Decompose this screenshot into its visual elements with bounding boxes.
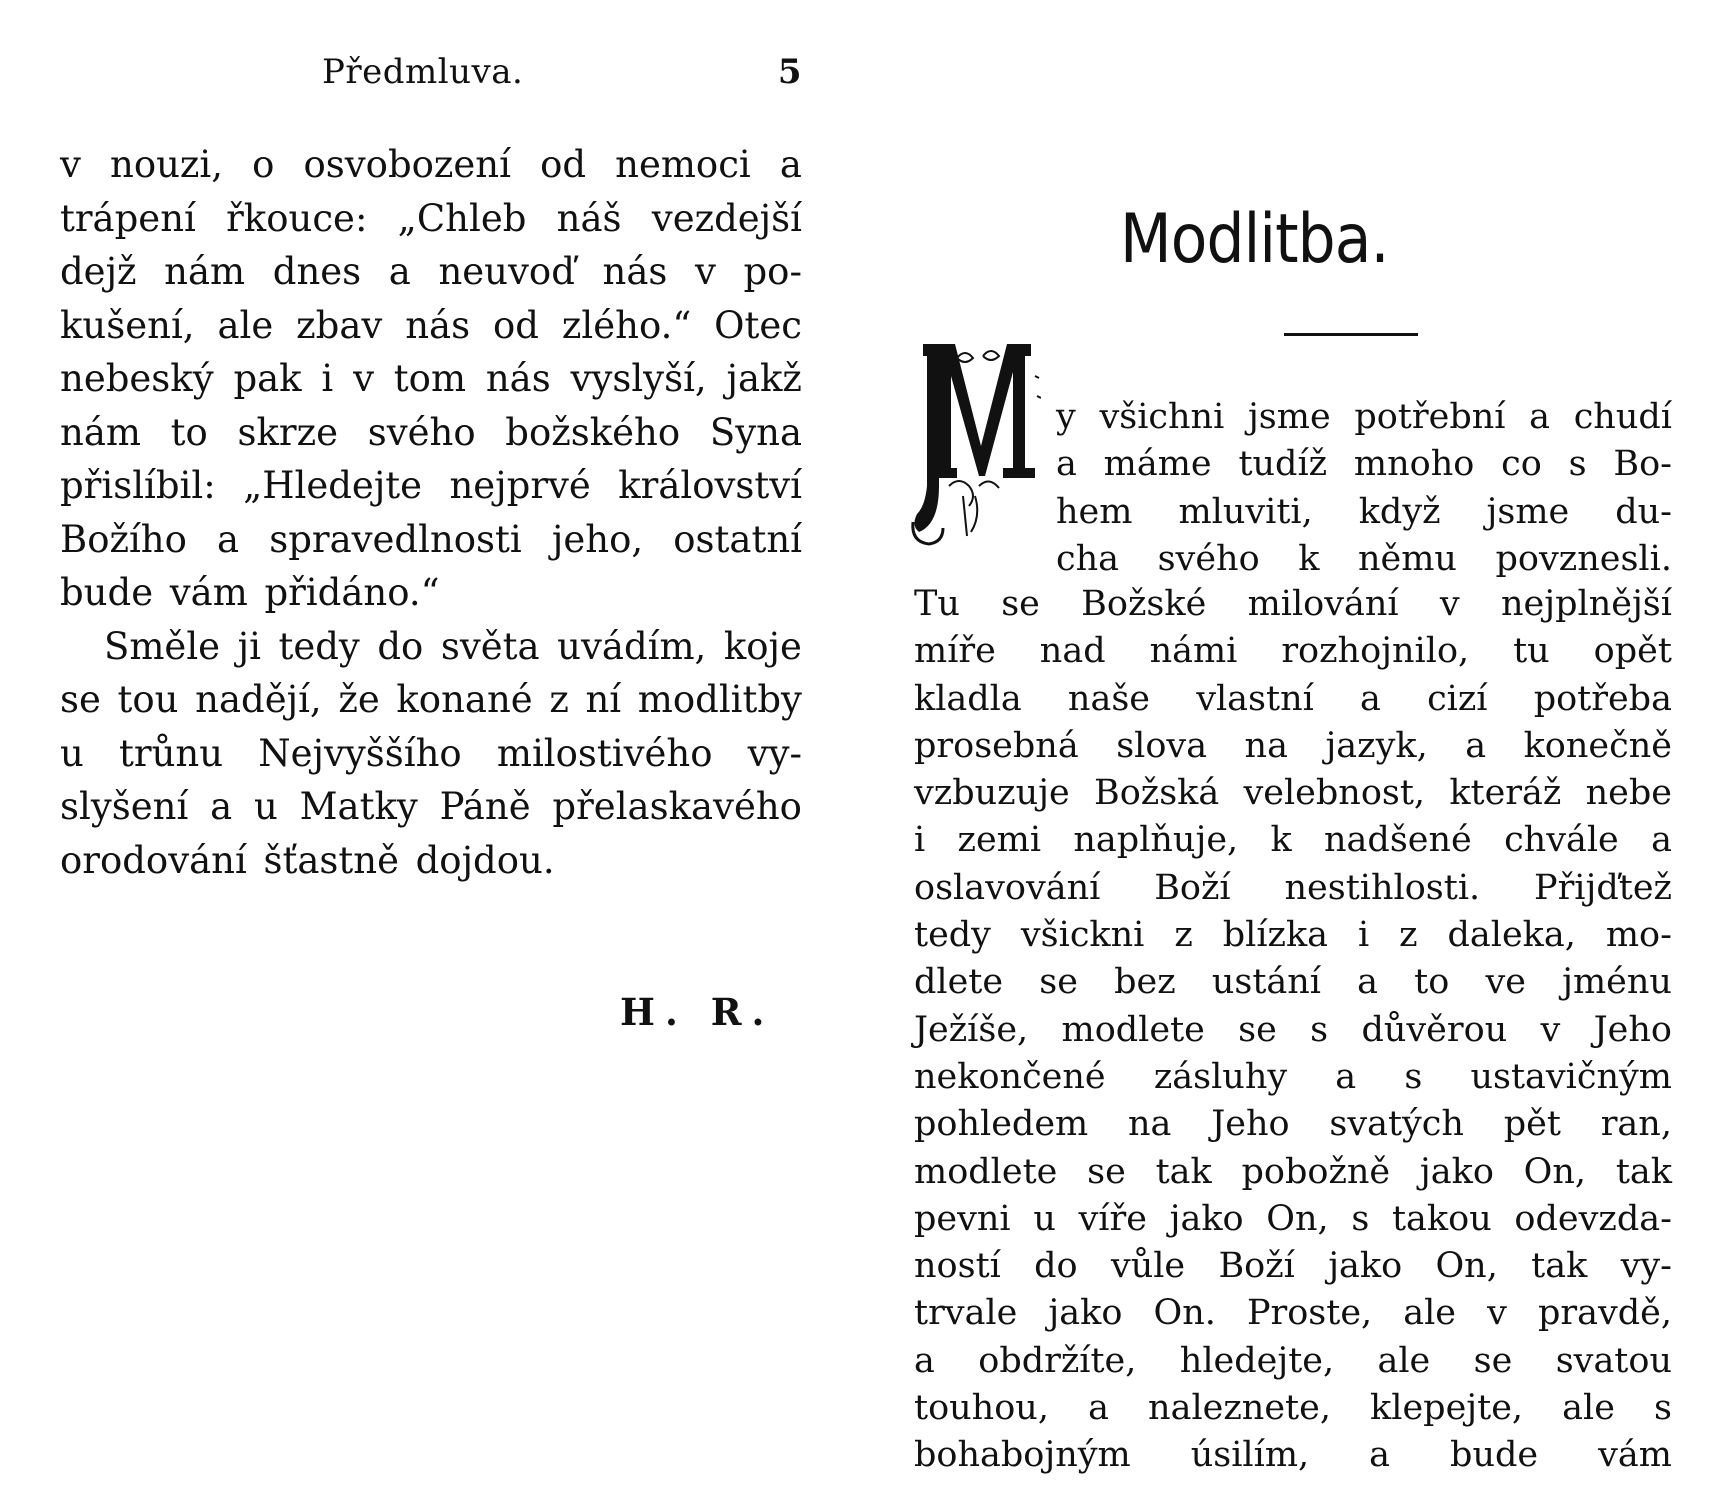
word: tedy	[278, 624, 360, 668]
word: se	[1473, 1340, 1513, 1381]
word: nestihlosti.	[1284, 867, 1481, 908]
text-line	[914, 628, 1672, 675]
word: po-	[743, 250, 802, 293]
text-line	[914, 770, 1672, 817]
word: dnes	[272, 250, 362, 293]
word: a	[1088, 1388, 1109, 1429]
word: modlitby	[637, 678, 802, 721]
word: Syna	[709, 410, 802, 454]
word: svého	[1157, 538, 1260, 579]
word: všickni	[1020, 915, 1145, 956]
word: On.	[1153, 1293, 1216, 1334]
text-line	[914, 676, 1672, 723]
word: a	[779, 143, 802, 186]
word: svého	[367, 410, 476, 454]
word: úsilím,	[1190, 1435, 1310, 1476]
text-line	[914, 1290, 1672, 1337]
word: do	[377, 624, 424, 668]
word: v	[60, 143, 81, 186]
word: konané	[396, 678, 533, 721]
word: to	[170, 410, 208, 454]
word: když	[1358, 491, 1441, 532]
signature: H. R.	[620, 990, 775, 1034]
text-line	[914, 865, 1672, 912]
word: tedy	[914, 915, 991, 956]
word: a	[1465, 725, 1487, 766]
word: nouzi,	[110, 143, 224, 186]
prayer-text-indented	[1056, 394, 1672, 583]
text-line	[1056, 489, 1672, 536]
word: chvále	[1504, 820, 1619, 861]
word: Božské	[1081, 584, 1207, 624]
word: Jeho	[1593, 1009, 1672, 1050]
text-line	[60, 620, 802, 674]
text-line	[60, 459, 802, 513]
word: svatých	[1329, 1104, 1464, 1145]
word: jsme	[1486, 491, 1570, 532]
word: zlého.“	[561, 303, 692, 347]
word: nebeský	[60, 357, 214, 400]
text-line	[60, 138, 802, 192]
word: a	[388, 250, 411, 293]
word: Proste,	[1246, 1293, 1373, 1334]
word: ale	[1562, 1388, 1615, 1429]
word: jazyk,	[1325, 725, 1428, 766]
word: Božího	[60, 517, 187, 561]
word: On,	[1435, 1246, 1498, 1287]
word: s	[1310, 1009, 1329, 1050]
word: zemi	[957, 820, 1042, 861]
word: povznesli.	[1495, 538, 1672, 579]
word: se	[1039, 962, 1078, 1003]
word: ji	[237, 624, 261, 668]
text-line	[914, 1007, 1672, 1054]
word: Nejvyššího	[258, 731, 462, 775]
word: co	[1501, 444, 1542, 485]
word: šťastně	[263, 838, 399, 882]
word: Božská	[1093, 773, 1220, 814]
text-line	[914, 723, 1672, 770]
word: v	[1487, 1293, 1507, 1334]
word: ostatní	[673, 517, 802, 561]
word: zbav	[296, 303, 383, 347]
word: bude	[60, 571, 154, 614]
word: ností	[914, 1246, 1001, 1287]
word: slyšení	[60, 785, 189, 828]
word: prosebná	[914, 725, 1079, 766]
word: potřební	[1354, 397, 1506, 437]
word: a	[1335, 1056, 1357, 1097]
text-line	[914, 1432, 1672, 1479]
word: nad	[1039, 631, 1106, 672]
word: to	[1414, 962, 1450, 1003]
word: s	[1654, 1388, 1672, 1429]
word: námi	[1149, 631, 1238, 672]
word: modlete	[1061, 1009, 1205, 1050]
word: nám	[60, 410, 141, 454]
word: i	[321, 357, 334, 400]
text-line	[914, 1243, 1672, 1290]
word: nejplnější	[1501, 584, 1672, 624]
word: trvale	[914, 1293, 1018, 1334]
word: němu	[1357, 538, 1457, 579]
word: zásluhy	[1153, 1056, 1288, 1097]
word: na	[1244, 725, 1288, 766]
word: vůle	[1110, 1246, 1186, 1287]
word: vzbuzuje	[914, 773, 1070, 814]
word: neuvoď	[438, 250, 575, 293]
text-line	[914, 581, 1672, 628]
word: vezdejší	[651, 196, 802, 240]
word: ustání	[1211, 962, 1321, 1003]
word: míře	[914, 631, 996, 672]
word: tak	[1531, 1246, 1588, 1287]
word: Otec	[714, 303, 802, 347]
word: naleznete,	[1148, 1388, 1331, 1429]
word: slova	[1116, 725, 1208, 766]
word: s	[1351, 1198, 1370, 1239]
word: a	[1651, 820, 1672, 861]
word: z	[1174, 915, 1193, 956]
word: do	[1034, 1246, 1078, 1287]
word: jako	[1169, 1198, 1244, 1239]
word: všichni	[1099, 397, 1225, 437]
word: u	[1033, 1198, 1056, 1239]
word: vám	[169, 571, 248, 614]
word: kladla	[914, 678, 1022, 719]
text-line	[1056, 536, 1672, 583]
word: nám	[164, 250, 246, 293]
word: a	[217, 517, 240, 561]
text-line	[914, 817, 1672, 864]
word: řkouce:	[226, 196, 368, 240]
word: z	[1399, 915, 1418, 956]
word: a	[210, 785, 233, 828]
word: Ježíše,	[914, 1009, 1029, 1050]
word: Páně	[439, 785, 531, 828]
word: daleka,	[1447, 915, 1576, 956]
text-line	[60, 299, 802, 353]
word: klepejte,	[1370, 1388, 1524, 1429]
word: ale	[1403, 1293, 1457, 1334]
word: hledejte,	[1179, 1340, 1335, 1381]
word: nejprvé	[449, 464, 591, 507]
word: božského	[505, 410, 681, 454]
word: „Hledejte	[243, 464, 423, 507]
word: odevzda-	[1514, 1198, 1672, 1239]
text-line	[1056, 394, 1672, 441]
word: a	[1360, 678, 1381, 719]
word: milostivého	[496, 731, 713, 775]
word: s	[1404, 1056, 1423, 1097]
word: nás	[405, 303, 471, 347]
word: tou	[117, 678, 179, 721]
word: Jeho	[1211, 1104, 1290, 1145]
word: trůnu	[119, 731, 224, 775]
word: koje	[723, 624, 802, 668]
word: ran,	[1600, 1104, 1672, 1145]
word: bohabojným	[914, 1435, 1131, 1476]
word: pak	[233, 357, 302, 400]
word: tu	[1513, 631, 1550, 672]
word: a	[914, 1340, 935, 1381]
word: ní	[585, 678, 622, 721]
word: potřeba	[1533, 678, 1672, 719]
word: království	[618, 464, 802, 507]
word: du-	[1615, 491, 1672, 532]
word: pět	[1503, 1104, 1561, 1145]
word: Matky	[299, 785, 418, 828]
word: i	[914, 820, 926, 861]
word: ustavičným	[1470, 1056, 1672, 1097]
word: v	[694, 250, 716, 293]
word: náš	[556, 196, 622, 240]
word: ale	[1377, 1340, 1431, 1381]
word: pobožně	[1241, 1151, 1391, 1192]
word: vyslyší,	[570, 357, 707, 400]
text-line	[914, 1385, 1672, 1432]
word: ve	[1485, 962, 1526, 1003]
word: přidáno.“	[264, 571, 440, 614]
word: a	[1529, 397, 1551, 437]
word: kušení,	[60, 303, 195, 347]
word: On,	[1523, 1151, 1587, 1192]
word: a	[1357, 962, 1379, 1003]
word: jsme	[1247, 397, 1331, 437]
word: u	[60, 731, 84, 775]
word: skrze	[237, 410, 339, 454]
text-line	[914, 1338, 1672, 1385]
word: máme	[1103, 444, 1212, 485]
word: y	[1056, 397, 1076, 437]
word: bez	[1114, 962, 1176, 1003]
word: vám	[1598, 1435, 1672, 1476]
word: touhou,	[914, 1388, 1049, 1429]
text-line	[60, 406, 802, 460]
word: v	[1439, 584, 1460, 624]
word: hem	[1056, 491, 1133, 532]
word: k	[1270, 820, 1292, 861]
text-line	[60, 834, 802, 888]
word: k	[1298, 538, 1320, 579]
word: pevni	[914, 1198, 1011, 1239]
word: On,	[1266, 1198, 1329, 1239]
word: i	[1357, 915, 1370, 956]
running-head-title: Předmluva.	[322, 52, 524, 92]
word: tudíž	[1238, 444, 1328, 485]
word: velebnost,	[1243, 773, 1426, 814]
word: jakž	[726, 357, 802, 400]
word: chudí	[1573, 397, 1672, 437]
word: naše	[1067, 678, 1151, 719]
page-number: 5	[777, 52, 802, 92]
text-line	[914, 1149, 1672, 1196]
word: nadějí,	[195, 678, 322, 721]
word: rozhojnilo,	[1281, 631, 1470, 672]
preface-text	[60, 138, 802, 887]
word: Tu	[914, 584, 960, 624]
word: o	[252, 143, 275, 186]
word: Bo-	[1613, 444, 1672, 485]
word: vlastní	[1196, 678, 1314, 719]
word: se	[1238, 1009, 1277, 1050]
text-line	[60, 192, 802, 246]
word: vy-	[1620, 1246, 1672, 1287]
word: Směle	[104, 624, 221, 668]
word: z	[549, 678, 569, 721]
word: jeho,	[551, 517, 644, 561]
word: na	[1128, 1104, 1172, 1145]
word: oslavování	[914, 867, 1101, 908]
word: nás	[485, 357, 551, 400]
word: a	[1056, 444, 1077, 485]
word: a	[1369, 1435, 1391, 1476]
word: s	[1568, 444, 1587, 485]
word: že	[338, 678, 380, 721]
word: uvádím,	[557, 624, 707, 668]
word: mnoho	[1353, 444, 1475, 485]
word: jako	[1328, 1246, 1403, 1287]
word: tak	[1155, 1151, 1212, 1192]
word: trápení	[60, 196, 196, 240]
word: se	[1001, 584, 1040, 624]
word: orodování	[60, 838, 247, 882]
word: jako	[1048, 1293, 1123, 1334]
word: tak	[1615, 1151, 1672, 1192]
text-line	[914, 1196, 1672, 1243]
word: „Chleb	[397, 196, 527, 240]
text-line	[60, 727, 802, 781]
word: Boží	[1154, 867, 1231, 908]
word: spravedlnosti	[269, 517, 522, 561]
word: Boží	[1218, 1246, 1295, 1287]
word: kteráž	[1449, 773, 1562, 814]
word: nebe	[1585, 773, 1672, 814]
prayer-text	[914, 581, 1672, 1480]
word: svatou	[1555, 1340, 1672, 1381]
word: konečně	[1523, 725, 1672, 766]
text-line	[60, 673, 802, 727]
word: Přijďtež	[1534, 867, 1672, 908]
word: od	[540, 143, 587, 186]
word: tom	[393, 357, 467, 400]
word: nemoci	[615, 143, 751, 186]
word: se	[1087, 1151, 1126, 1192]
text-line	[914, 1101, 1672, 1148]
word: blízka	[1222, 915, 1329, 956]
word: vy-	[747, 731, 802, 775]
word: nadšené	[1324, 820, 1472, 861]
word: osvobození	[303, 143, 511, 186]
word: takou	[1391, 1198, 1492, 1239]
word: mluviti,	[1178, 491, 1313, 532]
word: důvěrou	[1361, 1009, 1508, 1050]
chapter-title: Modlitba.	[1120, 200, 1389, 279]
word: cha	[1056, 538, 1120, 579]
text-line	[914, 1054, 1672, 1101]
word: pohledem	[914, 1104, 1089, 1145]
text-line	[60, 513, 802, 567]
word: jako	[1419, 1151, 1494, 1192]
word: dojdou.	[415, 838, 555, 882]
text-line	[60, 780, 802, 834]
word: přislíbil:	[60, 464, 216, 507]
word: v	[353, 357, 374, 400]
word: od	[493, 303, 539, 347]
right-page	[856, 0, 1712, 1500]
text-line	[60, 352, 802, 406]
text-line	[60, 566, 802, 620]
word: milování	[1247, 584, 1399, 624]
word: u	[253, 785, 278, 828]
word: ale	[217, 303, 274, 347]
word: dejž	[60, 250, 137, 293]
word: nás	[602, 250, 668, 293]
word: nekončené	[914, 1056, 1106, 1097]
ornamental-drop-cap	[909, 336, 1041, 548]
word: přelaskavého	[552, 785, 802, 828]
word: světa	[440, 624, 540, 668]
text-line	[1056, 441, 1672, 488]
word: dlete	[914, 962, 1004, 1003]
text-line	[914, 912, 1672, 959]
word: modlete	[914, 1151, 1058, 1192]
word: se	[60, 678, 101, 721]
word: mo-	[1605, 915, 1672, 956]
word: pravdě,	[1537, 1293, 1672, 1334]
word: v	[1540, 1009, 1561, 1050]
word: bude	[1450, 1435, 1539, 1476]
word: naplňuje,	[1073, 820, 1239, 861]
word: obdržíte,	[978, 1340, 1137, 1381]
word: opět	[1593, 631, 1672, 672]
word: cizí	[1427, 678, 1488, 719]
title-rule	[1284, 333, 1418, 336]
text-line	[914, 959, 1672, 1006]
text-line	[60, 245, 802, 299]
word: jménu	[1562, 962, 1672, 1003]
word: víře	[1078, 1198, 1147, 1239]
